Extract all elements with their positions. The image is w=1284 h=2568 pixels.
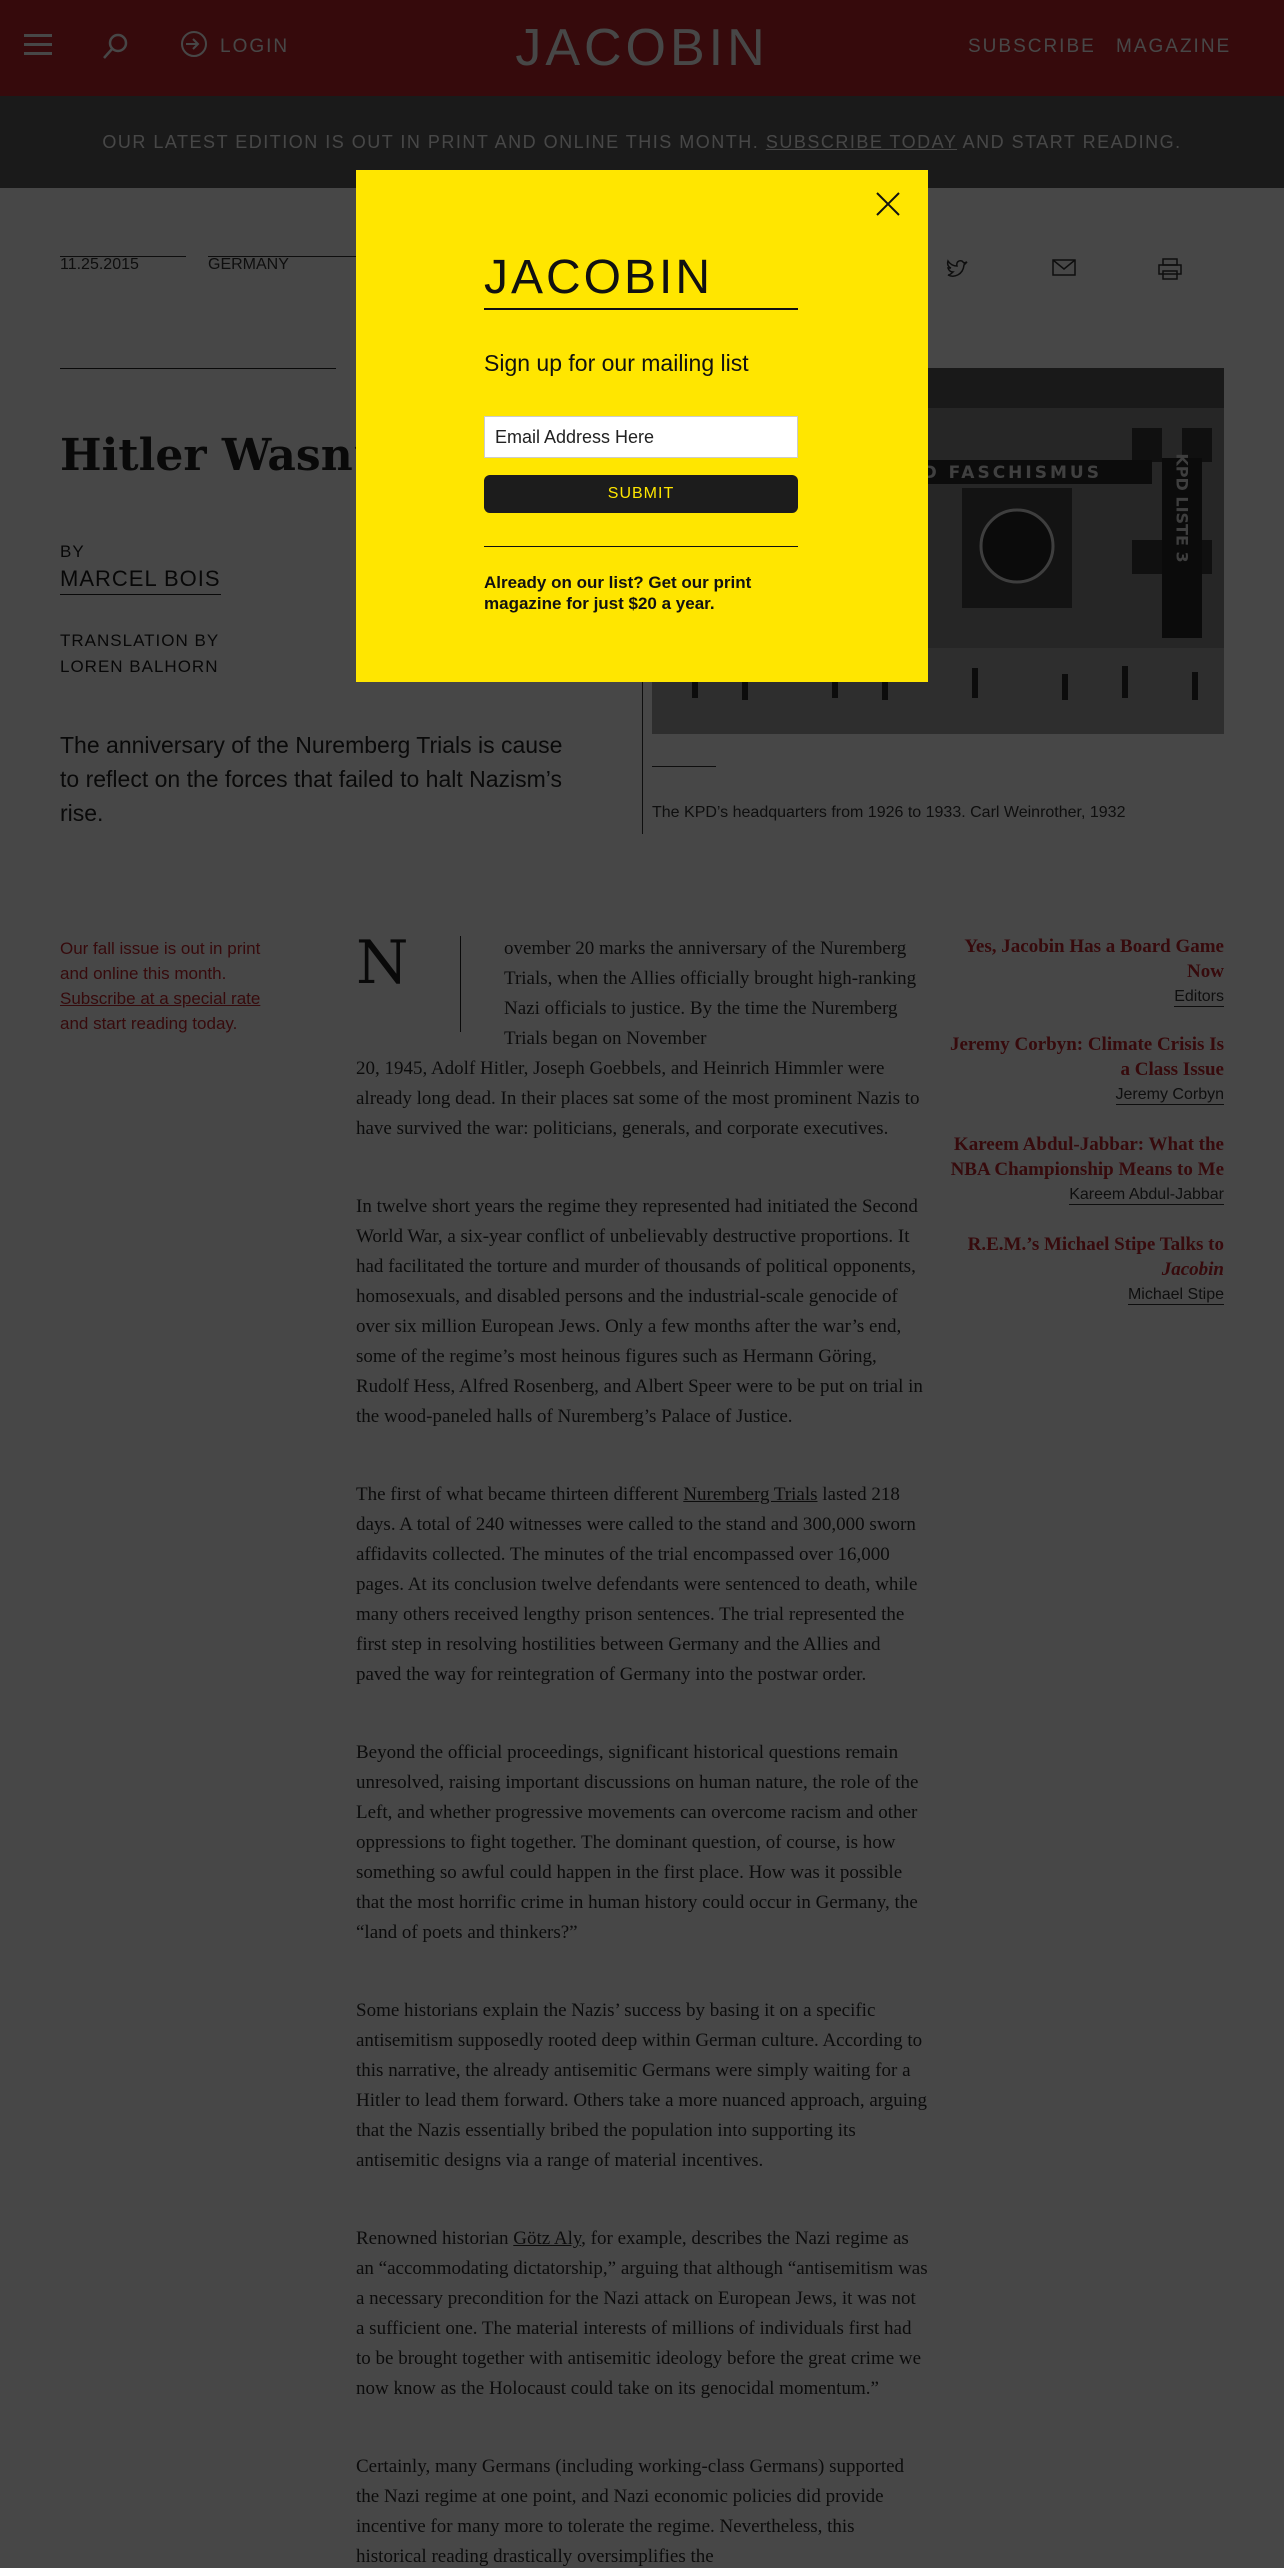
modal-heading: Sign up for our mailing list [484, 350, 749, 376]
email-field[interactable] [484, 416, 798, 458]
modal-footer-link[interactable]: Already on our list? Get our print magazine for just $20 a year. [484, 573, 752, 613]
modal-divider [484, 546, 798, 547]
submit-button[interactable]: SUBMIT [484, 475, 798, 513]
close-icon[interactable] [872, 188, 904, 220]
newsletter-modal [356, 170, 928, 682]
modal-logo: JACOBIN [484, 250, 798, 310]
